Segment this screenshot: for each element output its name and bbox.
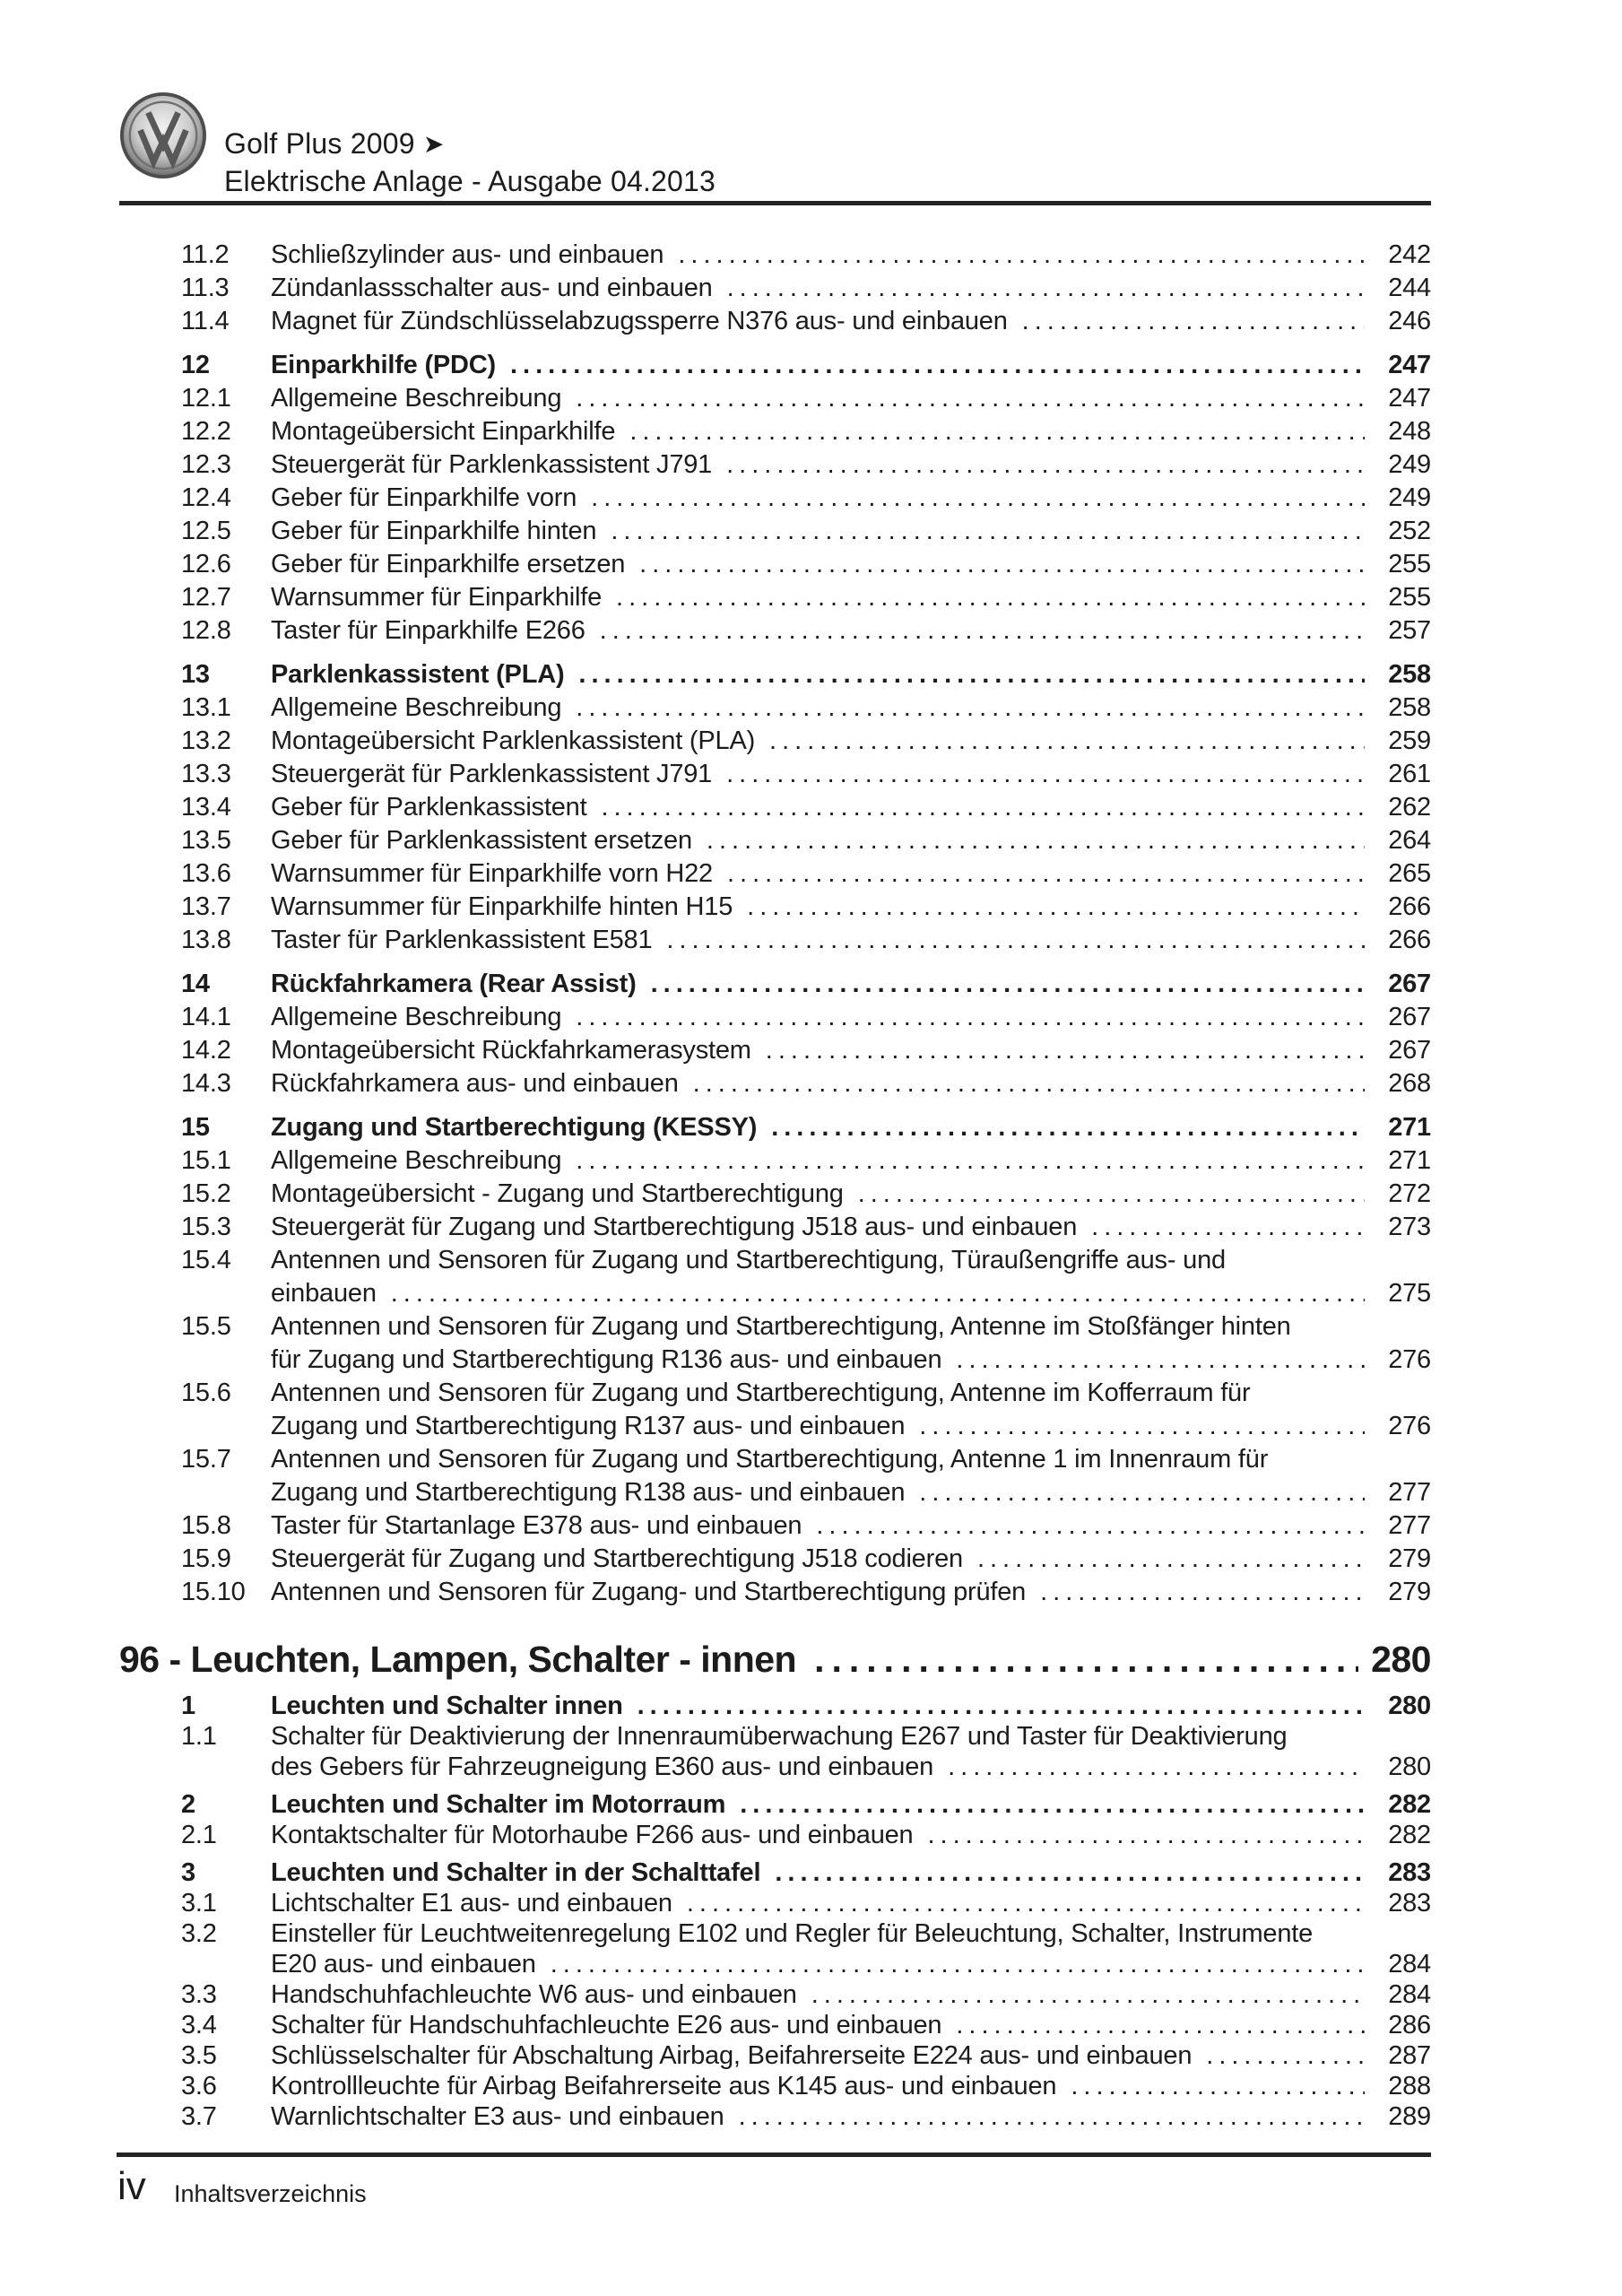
- toc-entry-num: 12.3: [181, 450, 231, 479]
- header-rule: [119, 201, 1431, 205]
- toc-entry-num: 13.1: [181, 693, 231, 722]
- toc-entry-title: Leuchten und Schalter innen: [271, 1692, 623, 1720]
- vw-logo: [119, 91, 207, 179]
- toc-entry-title: Warnlichtschalter E3 aus- und einbauen: [271, 2102, 724, 2131]
- toc-entry-num: 12: [181, 351, 210, 379]
- toc-entry-title: Steuergerät für Parklenkassistent J791: [271, 450, 713, 479]
- toc-entry-num: 13.6: [181, 859, 231, 888]
- toc-entry-title: Kontrollleuchte für Airbag Beifahrerseite aus K145 aus- und einbauen: [271, 2072, 1057, 2100]
- toc-entry-page: 266: [1388, 892, 1431, 921]
- toc-entry-num: 12.2: [181, 417, 231, 446]
- toc-entry-page: 242: [1388, 240, 1431, 269]
- toc-leader-dots: [726, 760, 1365, 789]
- toc-entry: [181, 1889, 1431, 1919]
- toc-entry-page: 247: [1388, 351, 1431, 379]
- toc-entry-num: 1: [181, 1692, 195, 1720]
- toc-entry-num: 14.1: [181, 1003, 231, 1031]
- toc-entry: [181, 1919, 1431, 1950]
- toc-chapter-title: 96 - Leuchten, Lampen, Schalter - innen: [119, 1639, 797, 1680]
- toc-entry-title: Leuchten und Schalter in der Schalttafel: [271, 1858, 761, 1887]
- toc-leader-dots: [727, 274, 1365, 303]
- toc-leader-dots: [693, 1069, 1365, 1099]
- toc-leader-dots: [578, 660, 1365, 690]
- toc-entry-num: 15: [181, 1113, 210, 1142]
- toc-entry-page: 267: [1388, 1003, 1431, 1031]
- toc-entry-num: 12.7: [181, 583, 231, 612]
- toc-entry-title: Leuchten und Schalter im Motorraum: [271, 1790, 726, 1819]
- toc-entry: [181, 1003, 1431, 1036]
- toc-leader-dots: [771, 1113, 1365, 1143]
- toc-entry-title: Antennen und Sensoren für Zugang- und Startberechtigung prüfen: [271, 1578, 1027, 1606]
- table-of-contents: [119, 240, 1431, 2133]
- toc-entry-num: 11.3: [181, 274, 230, 302]
- toc-entry-page: 268: [1388, 1069, 1431, 1098]
- toc-entry: [181, 793, 1431, 826]
- toc-leader-dots: [739, 2102, 1365, 2132]
- toc-leader-dots: [1040, 1578, 1365, 1607]
- toc-entry-title: Warnsummer für Einparkhilfe hinten H15: [271, 892, 733, 921]
- toc-entry-title: E20 aus- und einbauen: [271, 1950, 536, 1979]
- toc-entry-num: 12.8: [181, 616, 231, 645]
- toc-entry-num: 1.1: [181, 1722, 217, 1751]
- toc-entry-title: Parklenkassistent (PLA): [271, 660, 565, 689]
- toc-leader-dots: [816, 1511, 1365, 1541]
- toc-leader-dots: [919, 1412, 1365, 1441]
- toc-entry: [181, 1069, 1431, 1102]
- toc-entry-title: Zugang und Startberechtigung (KESSY): [271, 1113, 758, 1142]
- toc-entry-page: 259: [1388, 726, 1431, 755]
- model-name: Golf Plus 2009: [224, 127, 415, 160]
- toc-entry-num: 2.1: [181, 1821, 217, 1849]
- toc-entry-page: 249: [1388, 483, 1431, 512]
- toc-leader-dots: [726, 450, 1365, 480]
- toc-entry-title: Antennen und Sensoren für Zugang und Startberechtigung, Antenne im Kofferraum für: [271, 1378, 1251, 1407]
- toc-entry-page: 273: [1388, 1213, 1431, 1241]
- toc-entry-page: 249: [1388, 450, 1431, 479]
- toc-entry-page: 282: [1388, 1790, 1431, 1819]
- toc-entry-num: 15.7: [181, 1445, 231, 1474]
- toc-entry-num: 15.1: [181, 1146, 231, 1175]
- toc-entry: [181, 760, 1431, 793]
- toc-entry-title: Steuergerät für Parklenkassistent J791: [271, 760, 713, 788]
- toc-entry: [181, 274, 1431, 307]
- toc-entry: [181, 483, 1431, 517]
- toc-entry-page: 264: [1388, 826, 1431, 855]
- toc-entry: [181, 1722, 1431, 1752]
- toc-entry: [181, 1246, 1431, 1279]
- toc-entry-num: 3.4: [181, 2011, 217, 2039]
- footer-rule: [117, 2152, 1431, 2157]
- toc-entry-title: Montageübersicht Einparkhilfe: [271, 417, 616, 446]
- toc-leader-dots: [638, 1692, 1365, 1721]
- toc-leader-dots: [678, 240, 1365, 270]
- toc-entry: [181, 1345, 1431, 1378]
- toc-leader-dots: [769, 726, 1365, 756]
- toc-entry-num: 12.6: [181, 550, 231, 578]
- toc-entry-page: 258: [1388, 693, 1431, 722]
- toc-entry-num: 15.3: [181, 1213, 231, 1241]
- toc-leader-dots: [611, 517, 1365, 546]
- toc-entry-num: 13: [181, 660, 210, 689]
- toc-entry-page: 258: [1388, 660, 1431, 689]
- toc-entry-page: 287: [1388, 2041, 1431, 2070]
- toc-entry: [181, 1036, 1431, 1069]
- toc-entry-page: 286: [1388, 2011, 1431, 2039]
- toc-entry-num: 12.1: [181, 384, 231, 413]
- toc-leader-dots: [639, 550, 1365, 579]
- toc-entry: [181, 450, 1431, 483]
- toc-leader-dots: [766, 1036, 1365, 1065]
- toc-entry-page: 271: [1388, 1146, 1431, 1175]
- toc-entry-num: 15.9: [181, 1544, 231, 1573]
- toc-entry: [181, 1312, 1431, 1345]
- toc-entry: [181, 1858, 1431, 1889]
- toc-entry-title: Magnet für Zündschlüsselabzugssperre N376 aus- und einbauen: [271, 307, 1008, 335]
- toc-leader-dots: [391, 1279, 1365, 1309]
- toc-entry-num: 15.4: [181, 1246, 231, 1274]
- toc-leader-dots: [977, 1544, 1365, 1574]
- toc-leader-dots: [616, 583, 1365, 613]
- toc-leader-dots: [919, 1478, 1365, 1508]
- toc-entry-title: Zündanlassschalter aus- und einbauen: [271, 274, 713, 302]
- toc-entry-title: Taster für Parklenkassistent E581: [271, 926, 653, 954]
- toc-leader-dots: [814, 1639, 1358, 1681]
- toc-entry: [181, 926, 1431, 959]
- toc-entry-title: Rückfahrkamera aus- und einbauen: [271, 1069, 679, 1098]
- toc-leader-dots: [666, 926, 1365, 955]
- toc-entry-title: Kontaktschalter für Motorhaube F266 aus- und einbauen: [271, 1821, 914, 1849]
- toc-chapter-page: 280: [1371, 1639, 1431, 1680]
- toc-leader-dots: [1022, 307, 1365, 336]
- toc-leader-dots: [927, 1821, 1365, 1850]
- toc-entry: [181, 1279, 1431, 1312]
- toc-entry-num: 13.2: [181, 726, 231, 755]
- toc-entry-page: 255: [1388, 550, 1431, 578]
- toc-entry-page: 288: [1388, 2072, 1431, 2100]
- toc-entry-title: Steuergerät für Zugang und Startberechtigung J518 codieren: [271, 1544, 963, 1573]
- toc-entry-title: Geber für Parklenkassistent: [271, 793, 587, 822]
- toc-section-2: [181, 1692, 1431, 2133]
- doc-model-title: [224, 126, 444, 162]
- toc-entry-page: 255: [1388, 583, 1431, 612]
- toc-entry-num: 14.3: [181, 1069, 231, 1098]
- toc-entry-title: des Gebers für Fahrzeugneigung E360 aus- und einbauen: [271, 1752, 934, 1781]
- toc-entry-page: 272: [1388, 1179, 1431, 1208]
- toc-entry: [181, 826, 1431, 859]
- toc-entry: [181, 2102, 1431, 2133]
- toc-entry-num: 3.3: [181, 1980, 217, 2009]
- toc-entry: [181, 1692, 1431, 1722]
- toc-chapter-heading: [119, 1639, 1431, 1684]
- toc-leader-dots: [956, 2011, 1365, 2040]
- toc-entry-page: 248: [1388, 417, 1431, 446]
- toc-entry-page: 280: [1388, 1692, 1431, 1720]
- toc-entry-title: Steuergerät für Zugang und Startberechtigung J518 aus- und einbauen: [271, 1213, 1078, 1241]
- toc-entry-num: 15.6: [181, 1378, 231, 1407]
- toc-entry-page: 261: [1388, 760, 1431, 788]
- toc-entry-title: Antennen und Sensoren für Zugang und Startberechtigung, Türaußengriffe aus- und: [271, 1246, 1226, 1274]
- toc-entry-num: 12.4: [181, 483, 231, 512]
- toc-leader-dots: [551, 1950, 1365, 1979]
- toc-leader-dots: [629, 417, 1365, 447]
- toc-entry: [181, 583, 1431, 616]
- toc-leader-dots: [707, 826, 1365, 856]
- toc-entry: [181, 1146, 1431, 1179]
- toc-entry-page: 283: [1388, 1858, 1431, 1887]
- toc-entry: [181, 660, 1431, 693]
- toc-leader-dots: [956, 1345, 1365, 1375]
- toc-entry-num: 12.5: [181, 517, 231, 545]
- toc-entry-page: 267: [1388, 1036, 1431, 1065]
- toc-entry-page: 246: [1388, 307, 1431, 335]
- toc-entry-page: 266: [1388, 926, 1431, 954]
- toc-entry-num: 3.6: [181, 2072, 217, 2100]
- toc-entry-page: 283: [1388, 1889, 1431, 1918]
- toc-entry-title: Antennen und Sensoren für Zugang und Startberechtigung, Antenne 1 im Innenraum für: [271, 1445, 1269, 1474]
- toc-entry-title: Allgemeine Beschreibung: [271, 384, 562, 413]
- toc-leader-dots: [576, 1146, 1365, 1176]
- toc-entry-page: 257: [1388, 616, 1431, 645]
- toc-entry: [181, 2072, 1431, 2102]
- toc-entry-title: Montageübersicht Parklenkassistent (PLA): [271, 726, 756, 755]
- toc-entry: [181, 892, 1431, 926]
- toc-entry-page: 262: [1388, 793, 1431, 822]
- toc-leader-dots: [727, 859, 1365, 889]
- toc-leader-dots: [651, 970, 1365, 999]
- toc-leader-dots: [576, 693, 1365, 723]
- toc-entry-title: Einparkhilfe (PDC): [271, 351, 496, 379]
- toc-entry-title: Allgemeine Beschreibung: [271, 1146, 562, 1175]
- toc-entry: [181, 240, 1431, 274]
- toc-entry-num: 13.8: [181, 926, 231, 954]
- toc-leader-dots: [510, 351, 1365, 380]
- toc-entry-num: 11.2: [181, 240, 230, 269]
- toc-entry-page: 252: [1388, 517, 1431, 545]
- toc-entry: [181, 351, 1431, 384]
- toc-entry-page: 279: [1388, 1544, 1431, 1573]
- toc-entry: [181, 417, 1431, 450]
- toc-entry-page: 275: [1388, 1279, 1431, 1308]
- toc-entry-page: 265: [1388, 859, 1431, 888]
- toc-entry: [181, 1578, 1431, 1611]
- toc-entry-title: Schlüsselschalter für Abschaltung Airbag, Beifahrerseite E224 aus- und einbauen: [271, 2041, 1193, 2070]
- doc-subtitle: Elektrische Anlage - Ausgabe 04.2013: [224, 165, 716, 197]
- toc-entry-page: 277: [1388, 1478, 1431, 1507]
- toc-entry-num: 3.1: [181, 1889, 217, 1918]
- toc-entry-title: Taster für Startanlage E378 aus- und einbauen: [271, 1511, 802, 1540]
- toc-entry-title: Geber für Einparkhilfe vorn: [271, 483, 577, 512]
- toc-entry-num: 3.5: [181, 2041, 217, 2070]
- toc-entry: [181, 616, 1431, 649]
- toc-entry-title: für Zugang und Startberechtigung R136 aus- und einbauen: [271, 1345, 942, 1374]
- toc-entry-num: 11.4: [181, 307, 230, 335]
- toc-entry-title: Warnsummer für Einparkhilfe: [271, 583, 603, 612]
- toc-entry-page: 267: [1388, 970, 1431, 998]
- toc-entry-title: Allgemeine Beschreibung: [271, 693, 562, 722]
- toc-entry: [181, 1478, 1431, 1511]
- toc-entry: [181, 1980, 1431, 2011]
- toc-entry-num: 13.5: [181, 826, 231, 855]
- toc-entry: [181, 1179, 1431, 1213]
- toc-entry-title: Geber für Einparkhilfe hinten: [271, 517, 597, 545]
- arrow-right-icon: ➤: [422, 130, 445, 158]
- toc-leader-dots: [601, 793, 1365, 822]
- toc-entry-title: Taster für Einparkhilfe E266: [271, 616, 585, 645]
- toc-entry-title: Zugang und Startberechtigung R138 aus- und einbauen: [271, 1478, 906, 1507]
- toc-entry-page: 280: [1388, 1752, 1431, 1781]
- toc-entry-page: 271: [1388, 1113, 1431, 1142]
- toc-entry-title: Schalter für Handschuhfachleuchte E26 aus- und einbauen: [271, 2011, 942, 2039]
- toc-entry-num: 13.7: [181, 892, 231, 921]
- toc-entry: [181, 1113, 1431, 1146]
- toc-leader-dots: [775, 1858, 1365, 1888]
- toc-entry: [181, 1752, 1431, 1783]
- toc-entry: [181, 2011, 1431, 2041]
- toc-entry: [181, 859, 1431, 892]
- toc-leader-dots: [576, 1003, 1365, 1032]
- toc-leader-dots: [948, 1752, 1365, 1782]
- toc-entry-page: 279: [1388, 1578, 1431, 1606]
- toc-entry: [181, 2041, 1431, 2072]
- toc-entry-num: 3.7: [181, 2102, 217, 2131]
- toc-entry-page: 277: [1388, 1511, 1431, 1540]
- toc-entry: [181, 693, 1431, 726]
- toc-entry-page: 247: [1388, 384, 1431, 413]
- toc-leader-dots: [747, 892, 1365, 922]
- toc-entry-num: 2: [181, 1790, 195, 1819]
- toc-entry-title: Handschuhfachleuchte W6 aus- und einbauen: [271, 1980, 797, 2009]
- toc-entry: [181, 1544, 1431, 1578]
- toc-leader-dots: [1091, 1213, 1365, 1242]
- toc-entry-title: Allgemeine Beschreibung: [271, 1003, 562, 1031]
- toc-entry: [181, 1790, 1431, 1821]
- toc-leader-dots: [858, 1179, 1365, 1209]
- toc-entry: [181, 517, 1431, 550]
- toc-entry-title: Montageübersicht - Zugang und Startberechtigung: [271, 1179, 844, 1208]
- toc-entry-num: 3.2: [181, 1919, 217, 1948]
- toc-leader-dots: [600, 616, 1365, 646]
- toc-entry-page: 284: [1388, 1950, 1431, 1979]
- toc-entry-num: 14.2: [181, 1036, 231, 1065]
- toc-entry-num: 15.5: [181, 1312, 231, 1341]
- toc-entry-title: Antennen und Sensoren für Zugang und Startberechtigung, Antenne im Stoßfänger hinten: [271, 1312, 1291, 1341]
- toc-entry: [181, 1378, 1431, 1412]
- toc-entry-page: 276: [1388, 1412, 1431, 1440]
- toc-entry-page: 282: [1388, 1821, 1431, 1849]
- footer-page-number: iv: [117, 2164, 146, 2208]
- toc-entry-title: Montageübersicht Rückfahrkamerasystem: [271, 1036, 751, 1065]
- toc-entry: [181, 1445, 1431, 1478]
- toc-entry-title: Warnsummer für Einparkhilfe vorn H22: [271, 859, 713, 888]
- toc-entry-title: einbauen: [271, 1279, 377, 1308]
- toc-entry-title: Einsteller für Leuchtweitenregelung E102 und Regler für Beleuchtung, Schalter, Instrumente: [271, 1919, 1314, 1948]
- toc-entry: [181, 726, 1431, 760]
- toc-entry: [181, 550, 1431, 583]
- toc-entry-num: 15.8: [181, 1511, 231, 1540]
- toc-entry-num: 13.4: [181, 793, 231, 822]
- toc-entry-page: 276: [1388, 1345, 1431, 1374]
- toc-leader-dots: [1071, 2072, 1365, 2101]
- toc-entry-title: Lichtschalter E1 aus- und einbauen: [271, 1889, 672, 1918]
- toc-entry-title: Geber für Einparkhilfe ersetzen: [271, 550, 626, 578]
- toc-entry-page: 289: [1388, 2102, 1431, 2131]
- toc-entry-title: Geber für Parklenkassistent ersetzen: [271, 826, 692, 855]
- toc-entry-page: 244: [1388, 274, 1431, 302]
- footer-section-label: Inhaltsverzeichnis: [174, 2180, 367, 2207]
- toc-entry-num: 15.2: [181, 1179, 231, 1208]
- toc-entry: [181, 1213, 1431, 1246]
- toc-entry-num: 3: [181, 1858, 195, 1887]
- toc-entry-title: Zugang und Startberechtigung R137 aus- und einbauen: [271, 1412, 906, 1440]
- toc-entry: [181, 1412, 1431, 1445]
- toc-entry-num: 14: [181, 970, 210, 998]
- toc-leader-dots: [740, 1790, 1365, 1820]
- toc-section-1: [181, 240, 1431, 1611]
- toc-leader-dots: [1206, 2041, 1365, 2071]
- toc-entry-title: Schließzylinder aus- und einbauen: [271, 240, 664, 269]
- toc-entry-num: 13.3: [181, 760, 231, 788]
- toc-entry: [181, 970, 1431, 1003]
- toc-entry: [181, 384, 1431, 417]
- toc-leader-dots: [687, 1889, 1365, 1918]
- toc-entry-num: 15.10: [181, 1578, 246, 1606]
- toc-leader-dots: [591, 483, 1365, 513]
- toc-entry-page: 284: [1388, 1980, 1431, 2009]
- toc-leader-dots: [576, 384, 1365, 413]
- toc-entry: [181, 1950, 1431, 1980]
- toc-entry: [181, 307, 1431, 340]
- toc-entry: [181, 1821, 1431, 1851]
- toc-entry-title: Schalter für Deaktivierung der Innenraumüberwachung E267 und Taster für Deaktivierung: [271, 1722, 1288, 1751]
- toc-leader-dots: [811, 1980, 1365, 2010]
- toc-entry: [181, 1511, 1431, 1544]
- toc-entry-title: Rückfahrkamera (Rear Assist): [271, 970, 637, 998]
